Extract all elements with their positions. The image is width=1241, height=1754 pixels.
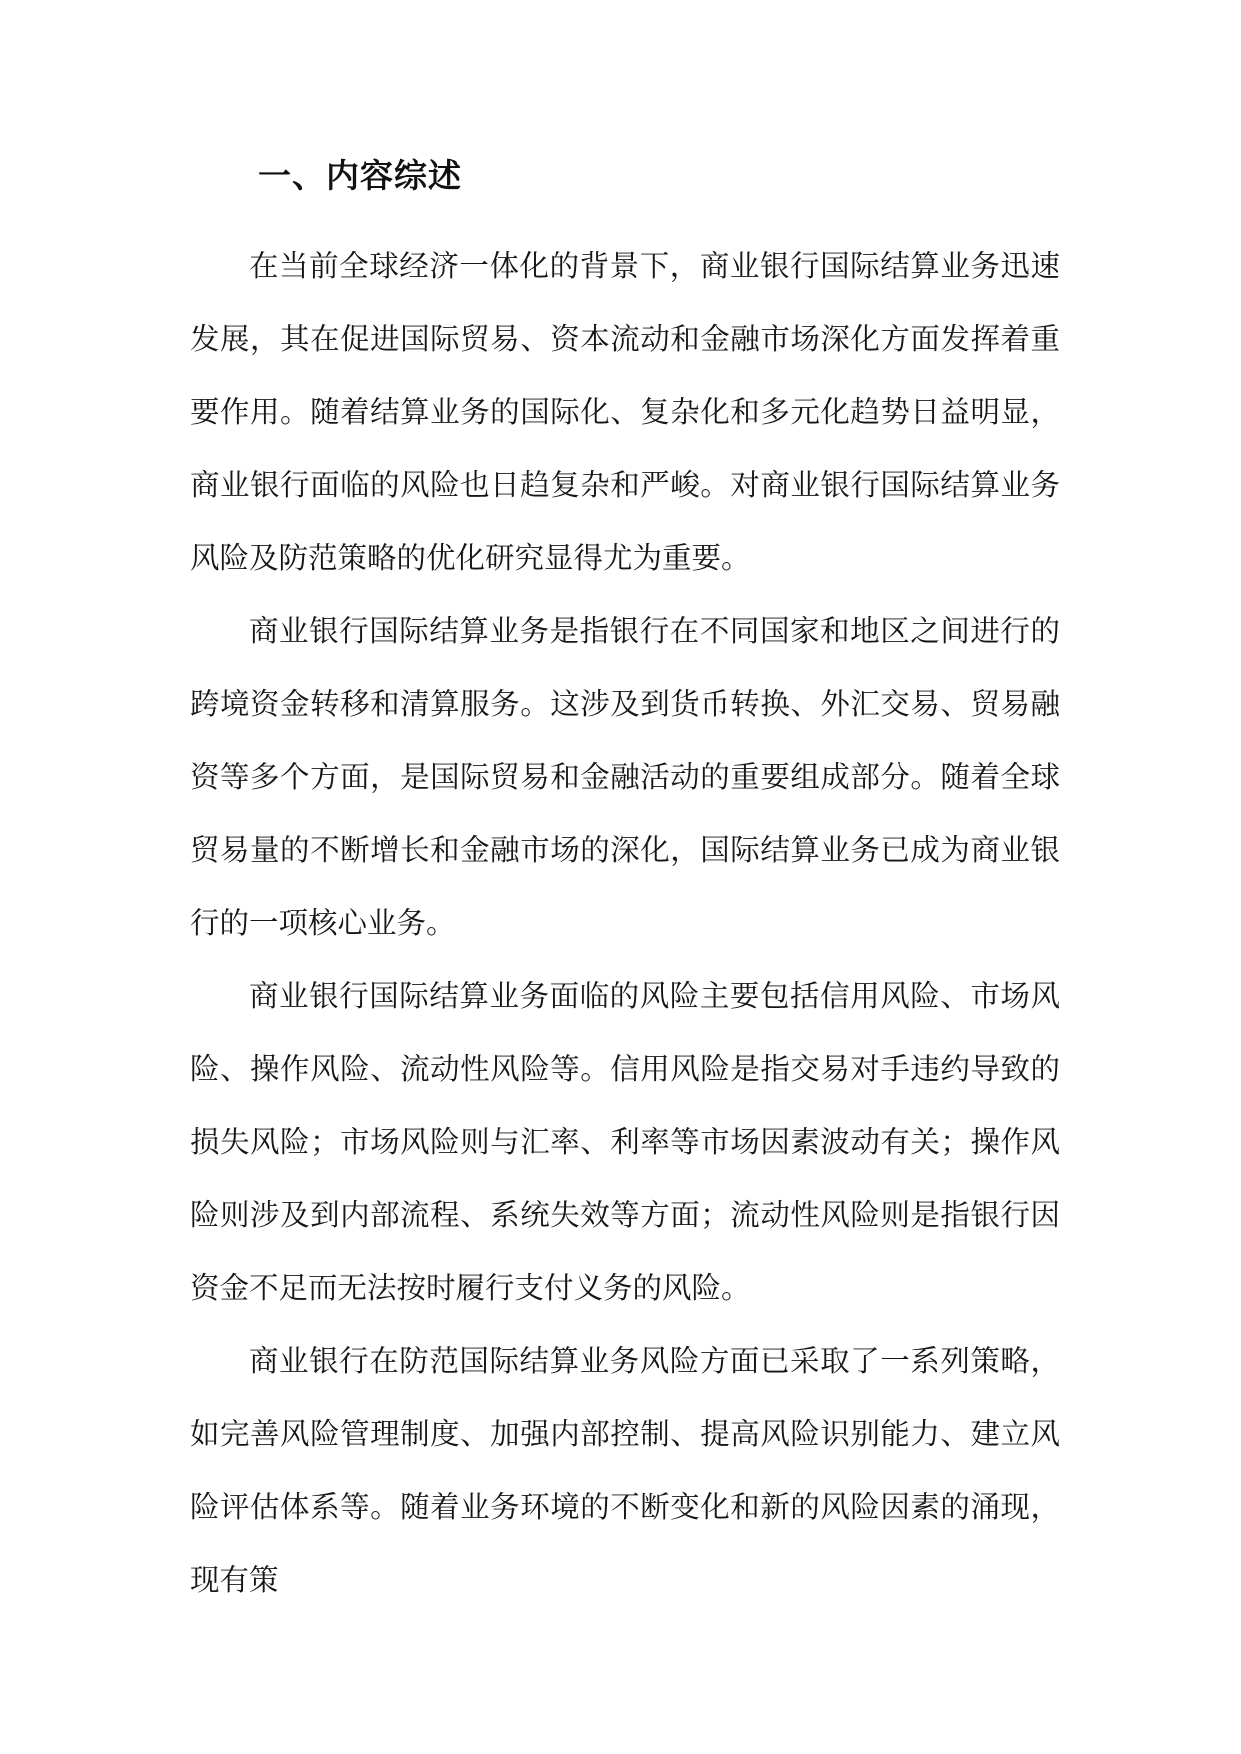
- paragraph-2: 商业银行国际结算业务是指银行在不同国家和地区之间进行的跨境资金转移和清算服务。这涉及到货币转换、外汇交易、贸易融资等多个方面，是国际贸易和金融活动的重要组成部分。随着全球贸易量的不断增长和金融市场的深化，国际结算业务已成为商业银行的一项核心业务。: [190, 614, 1060, 940]
- paragraph-1: 在当前全球经济一体化的背景下，商业银行国际结算业务迅速发展，其在促进国际贸易、资本流动和金融市场深化方面发挥着重要作用。随着结算业务的国际化、复杂化和多元化趋势日益明显，商业银行面临的风险也日趋复杂和严峻。对商业银行国际结算业务风险及防范策略的优化研究显得尤为重要。: [190, 249, 1060, 575]
- paragraph-3: 商业银行国际结算业务面临的风险主要包括信用风险、市场风险、操作风险、流动性风险等。信用风险是指交易对手违约导致的损失风险；市场风险则与汇率、利率等市场因素波动有关；操作风险则涉及到内部流程、系统失效等方面；流动性风险则是指银行因资金不足而无法按时履行支付义务的风险。: [190, 979, 1060, 1305]
- paragraph-4: 商业银行在防范国际结算业务风险方面已采取了一系列策略，如完善风险管理制度、加强内部控制、提高风险识别能力、建立风险评估体系等。随着业务环境的不断变化和新的风险因素的涌现，现有策: [190, 1344, 1060, 1597]
- section-heading: 一、内容综述: [258, 156, 462, 195]
- body-text: [190, 230, 1060, 1617]
